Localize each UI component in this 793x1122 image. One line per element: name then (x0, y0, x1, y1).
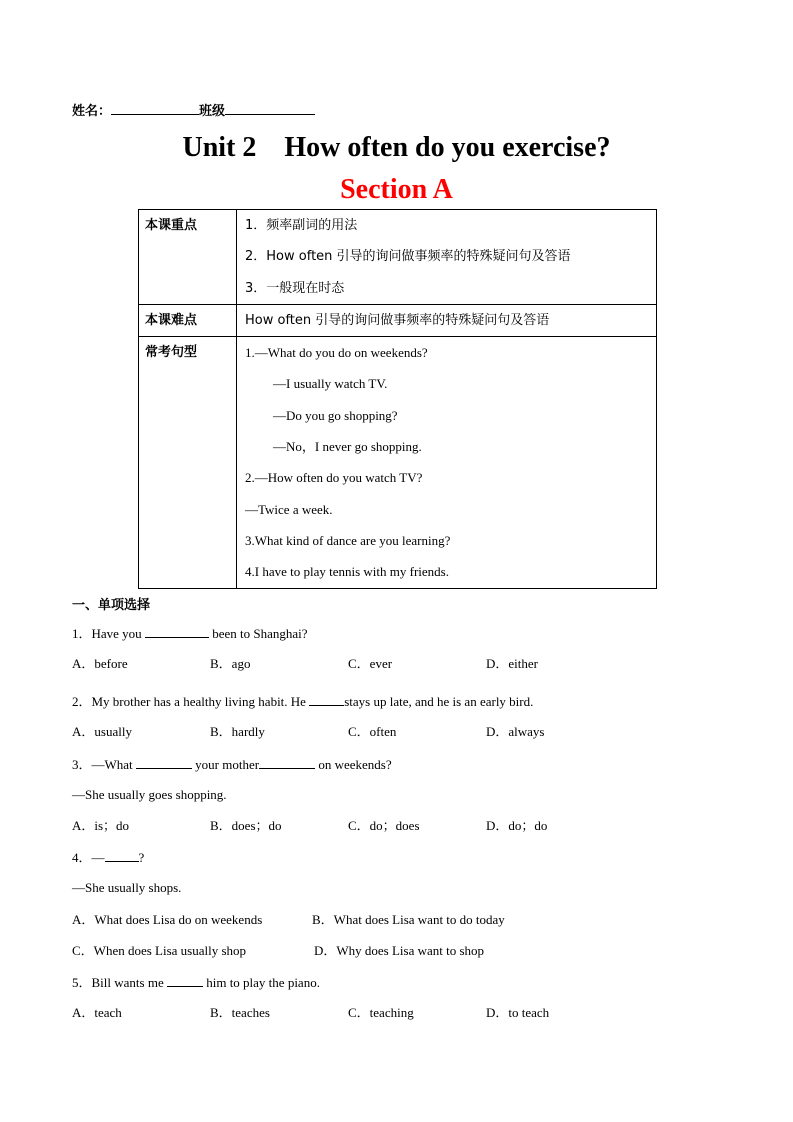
answer-blank[interactable] (145, 625, 209, 638)
answer-blank[interactable] (167, 974, 203, 987)
option[interactable]: A．What does Lisa do on weekends (72, 912, 263, 927)
option[interactable]: A．usually (72, 724, 132, 739)
option[interactable]: C．When does Lisa usually shop (72, 943, 247, 958)
content-line: —Do you go shopping? (273, 407, 398, 423)
option[interactable]: B．ago (210, 656, 251, 671)
option[interactable]: D．either (486, 656, 538, 671)
content-line: 3.What kind of dance are you learning? (245, 532, 451, 548)
row-content (237, 210, 657, 305)
question-3: 3．—What your mother on weekends? (72, 757, 392, 772)
row-label: 本课重点 (139, 210, 237, 305)
option[interactable]: A．teach (72, 1005, 122, 1020)
table-row (139, 304, 657, 336)
name-label: 姓名： (72, 104, 112, 119)
content-line: 3．一般现在时态 (245, 280, 345, 296)
content-line: 1.—What do you do on weekends? (245, 345, 428, 361)
option[interactable]: D．to teach (486, 1005, 550, 1020)
question-5: 5．Bill wants me him to play the piano. (72, 975, 320, 990)
row-content (237, 337, 657, 588)
content-line: 4.I have to play tennis with my friends. (245, 564, 449, 580)
option[interactable]: B．teaches (210, 1005, 270, 1020)
student-info-line (72, 100, 315, 121)
page-title: Unit 2 How often do you exercise? (182, 132, 611, 163)
row-label: 本课难点 (139, 304, 237, 336)
answer-blank[interactable] (136, 756, 192, 769)
row-label: 常考句型 (139, 337, 237, 588)
dialogue-line: —She usually shops. (72, 880, 182, 895)
class-blank[interactable] (225, 100, 315, 115)
content-line: —No，I never go shopping. (273, 439, 422, 455)
section-title: Section A (340, 174, 453, 205)
option[interactable]: D．Why does Lisa want to shop (314, 943, 485, 958)
content-line: 2.—How often do you watch TV? (245, 470, 423, 486)
name-blank[interactable] (111, 100, 199, 115)
table-row (139, 210, 657, 305)
answer-blank[interactable] (105, 849, 139, 862)
table-row (139, 337, 657, 588)
option[interactable]: C．teaching (348, 1005, 414, 1020)
class-label: 班级 (199, 104, 226, 119)
content-line: 2．How often 引导的询问做事频率的特殊疑问句及答语 (245, 249, 571, 265)
option[interactable]: D．always (486, 724, 545, 739)
answer-blank[interactable] (259, 756, 315, 769)
option[interactable]: C．do；does (348, 818, 420, 833)
question-4: 4．— ? (72, 850, 145, 865)
option[interactable]: B．does；do (210, 818, 282, 833)
content-line: —Twice a week. (245, 501, 333, 517)
option[interactable]: D．do；do (486, 818, 548, 833)
option[interactable]: B．What does Lisa want to do today (312, 912, 505, 927)
answer-blank[interactable] (309, 693, 344, 706)
row-content (237, 304, 657, 336)
option[interactable]: A．is；do (72, 818, 130, 833)
key-points-table (138, 209, 657, 589)
option[interactable]: C．often (348, 724, 397, 739)
option[interactable]: B．hardly (210, 724, 265, 739)
option[interactable]: A．before (72, 656, 128, 671)
content-line: —I usually watch TV. (273, 376, 388, 392)
question-2: 2．My brother has a healthy living habit. He stays up late, and he is an early bird. (72, 694, 534, 709)
question-1: 1．Have you been to Shanghai? (72, 626, 308, 641)
dialogue-line: —She usually goes shopping. (72, 787, 227, 802)
content-line: How often 引导的询问做事频率的特殊疑问句及答语 (245, 312, 550, 328)
section-heading: 一、单项选择 (72, 598, 151, 613)
content-line: 1．频率副词的用法 (245, 218, 358, 233)
option[interactable]: C．ever (348, 656, 393, 671)
